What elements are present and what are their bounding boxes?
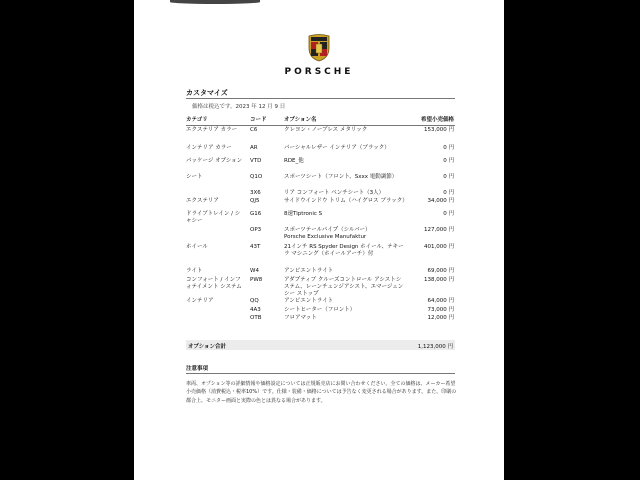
notes-body: 車両、オプション等の詳細情報や価格設定については正規販売店にお問い合わせください。全ての価格は、メーカー希望小売価格（消費税込・税率10%）です。仕様・装備・価格については予告なく変更される場合があります。また、印刷の都合上、モニター画面と実際の色とは異なる場合があります。: [186, 381, 457, 404]
row-option: スポーツシート（フロント、Sxxx 電動調節）: [284, 174, 398, 180]
row-price: 69,000 円: [427, 268, 454, 274]
row-option: スポーツテールパイプ（シルバー） Porsche Exclusive Manufaktur: [284, 227, 371, 240]
row-code: VTD: [250, 158, 262, 164]
row-category: シート: [186, 174, 203, 180]
row-price: 0 円: [443, 211, 454, 217]
row-category: エクステリア カラー: [186, 127, 238, 133]
title-divider: [186, 98, 455, 99]
row-code: QQ: [250, 298, 259, 304]
row-code: AR: [250, 145, 258, 151]
row-price: 73,000 円: [427, 307, 454, 313]
header-option: オプション名: [284, 117, 317, 123]
row-option: アダプティブ クルーズコントロール アシストシステム、レーンチェンジアシスト、エマージェンシー ストップ: [284, 277, 404, 297]
row-category: インテリア カラー: [186, 145, 232, 151]
row-option: RDE_他: [284, 158, 304, 164]
header-price: 希望小売価格: [420, 117, 454, 123]
row-option: リア コンフォート ベンチシート（3人）: [284, 190, 385, 196]
row-option: パーシャルレザー インテリア（ブラック）: [284, 145, 390, 151]
row-code: 3X6: [250, 190, 261, 196]
row-price: 153,000 円: [424, 127, 454, 133]
row-code: Q1O: [250, 174, 263, 180]
row-code: PW8: [250, 277, 263, 283]
row-category: エクステリア: [186, 198, 219, 204]
row-option: フロアマット: [284, 315, 317, 321]
notes-divider: [186, 373, 455, 374]
row-code: W4: [250, 268, 259, 274]
row-option: 21インチ RS Spyder Design ホイール、テキーラ マシニング（ホイールアーチ）付: [284, 244, 404, 257]
header-category: カテゴリ: [186, 117, 208, 123]
total-value: 1,123,000 円: [417, 344, 453, 350]
row-price: 34,000 円: [427, 198, 454, 204]
row-price: 127,000 円: [424, 227, 454, 233]
row-price: 138,000 円: [424, 277, 454, 283]
row-code: 43T: [250, 244, 261, 250]
page-title: カスタマイズ: [186, 89, 228, 97]
row-option: 8速Tiptronic S: [284, 211, 323, 217]
notes-heading: 注意事項: [186, 366, 209, 372]
header-divider: [186, 125, 455, 126]
total-label: オプション合計: [188, 344, 227, 350]
row-option: アンビエントライト: [284, 268, 334, 274]
row-code: OTB: [250, 315, 262, 321]
row-option: アンビエントライト: [284, 298, 334, 304]
porsche-wordmark: PORSCHE: [284, 67, 354, 77]
row-option: クレヨン・ノーブレス メタリック: [284, 127, 368, 133]
porsche-crest-logo: [308, 34, 330, 62]
row-category: パッケージ オプション: [186, 158, 243, 164]
document-page: [134, 0, 504, 480]
row-category: ドライブトレイン / シャシー: [186, 211, 241, 224]
row-option: サイドウインドウ トリム（ハイグロス ブラック）: [284, 198, 408, 204]
row-code: QJ5: [250, 198, 260, 204]
row-price: 0 円: [443, 190, 454, 196]
row-option: シートヒーター（フロント）: [284, 307, 356, 313]
row-price: 0 円: [443, 145, 454, 151]
row-category: コンフォート / インフォテイメント システム: [186, 277, 242, 290]
row-code: OP3: [250, 227, 262, 233]
row-price: 0 円: [443, 158, 454, 164]
row-code: G16: [250, 211, 262, 217]
row-code: C6: [250, 127, 258, 133]
header-code: コード: [250, 117, 267, 123]
total-row: [186, 340, 455, 350]
row-category: ライト: [186, 268, 203, 274]
row-code: 4A3: [250, 307, 261, 313]
row-price: 0 円: [443, 174, 454, 180]
row-category: ホイール: [186, 244, 208, 250]
page-edge-shadow: [170, 0, 260, 4]
row-price: 401,000 円: [424, 244, 454, 250]
row-category: インテリア: [186, 298, 214, 304]
price-date-note: 価格は税込です。2023 年 12 月 9 日: [192, 104, 286, 110]
row-price: 64,000 円: [427, 298, 454, 304]
row-price: 12,000 円: [427, 315, 454, 321]
